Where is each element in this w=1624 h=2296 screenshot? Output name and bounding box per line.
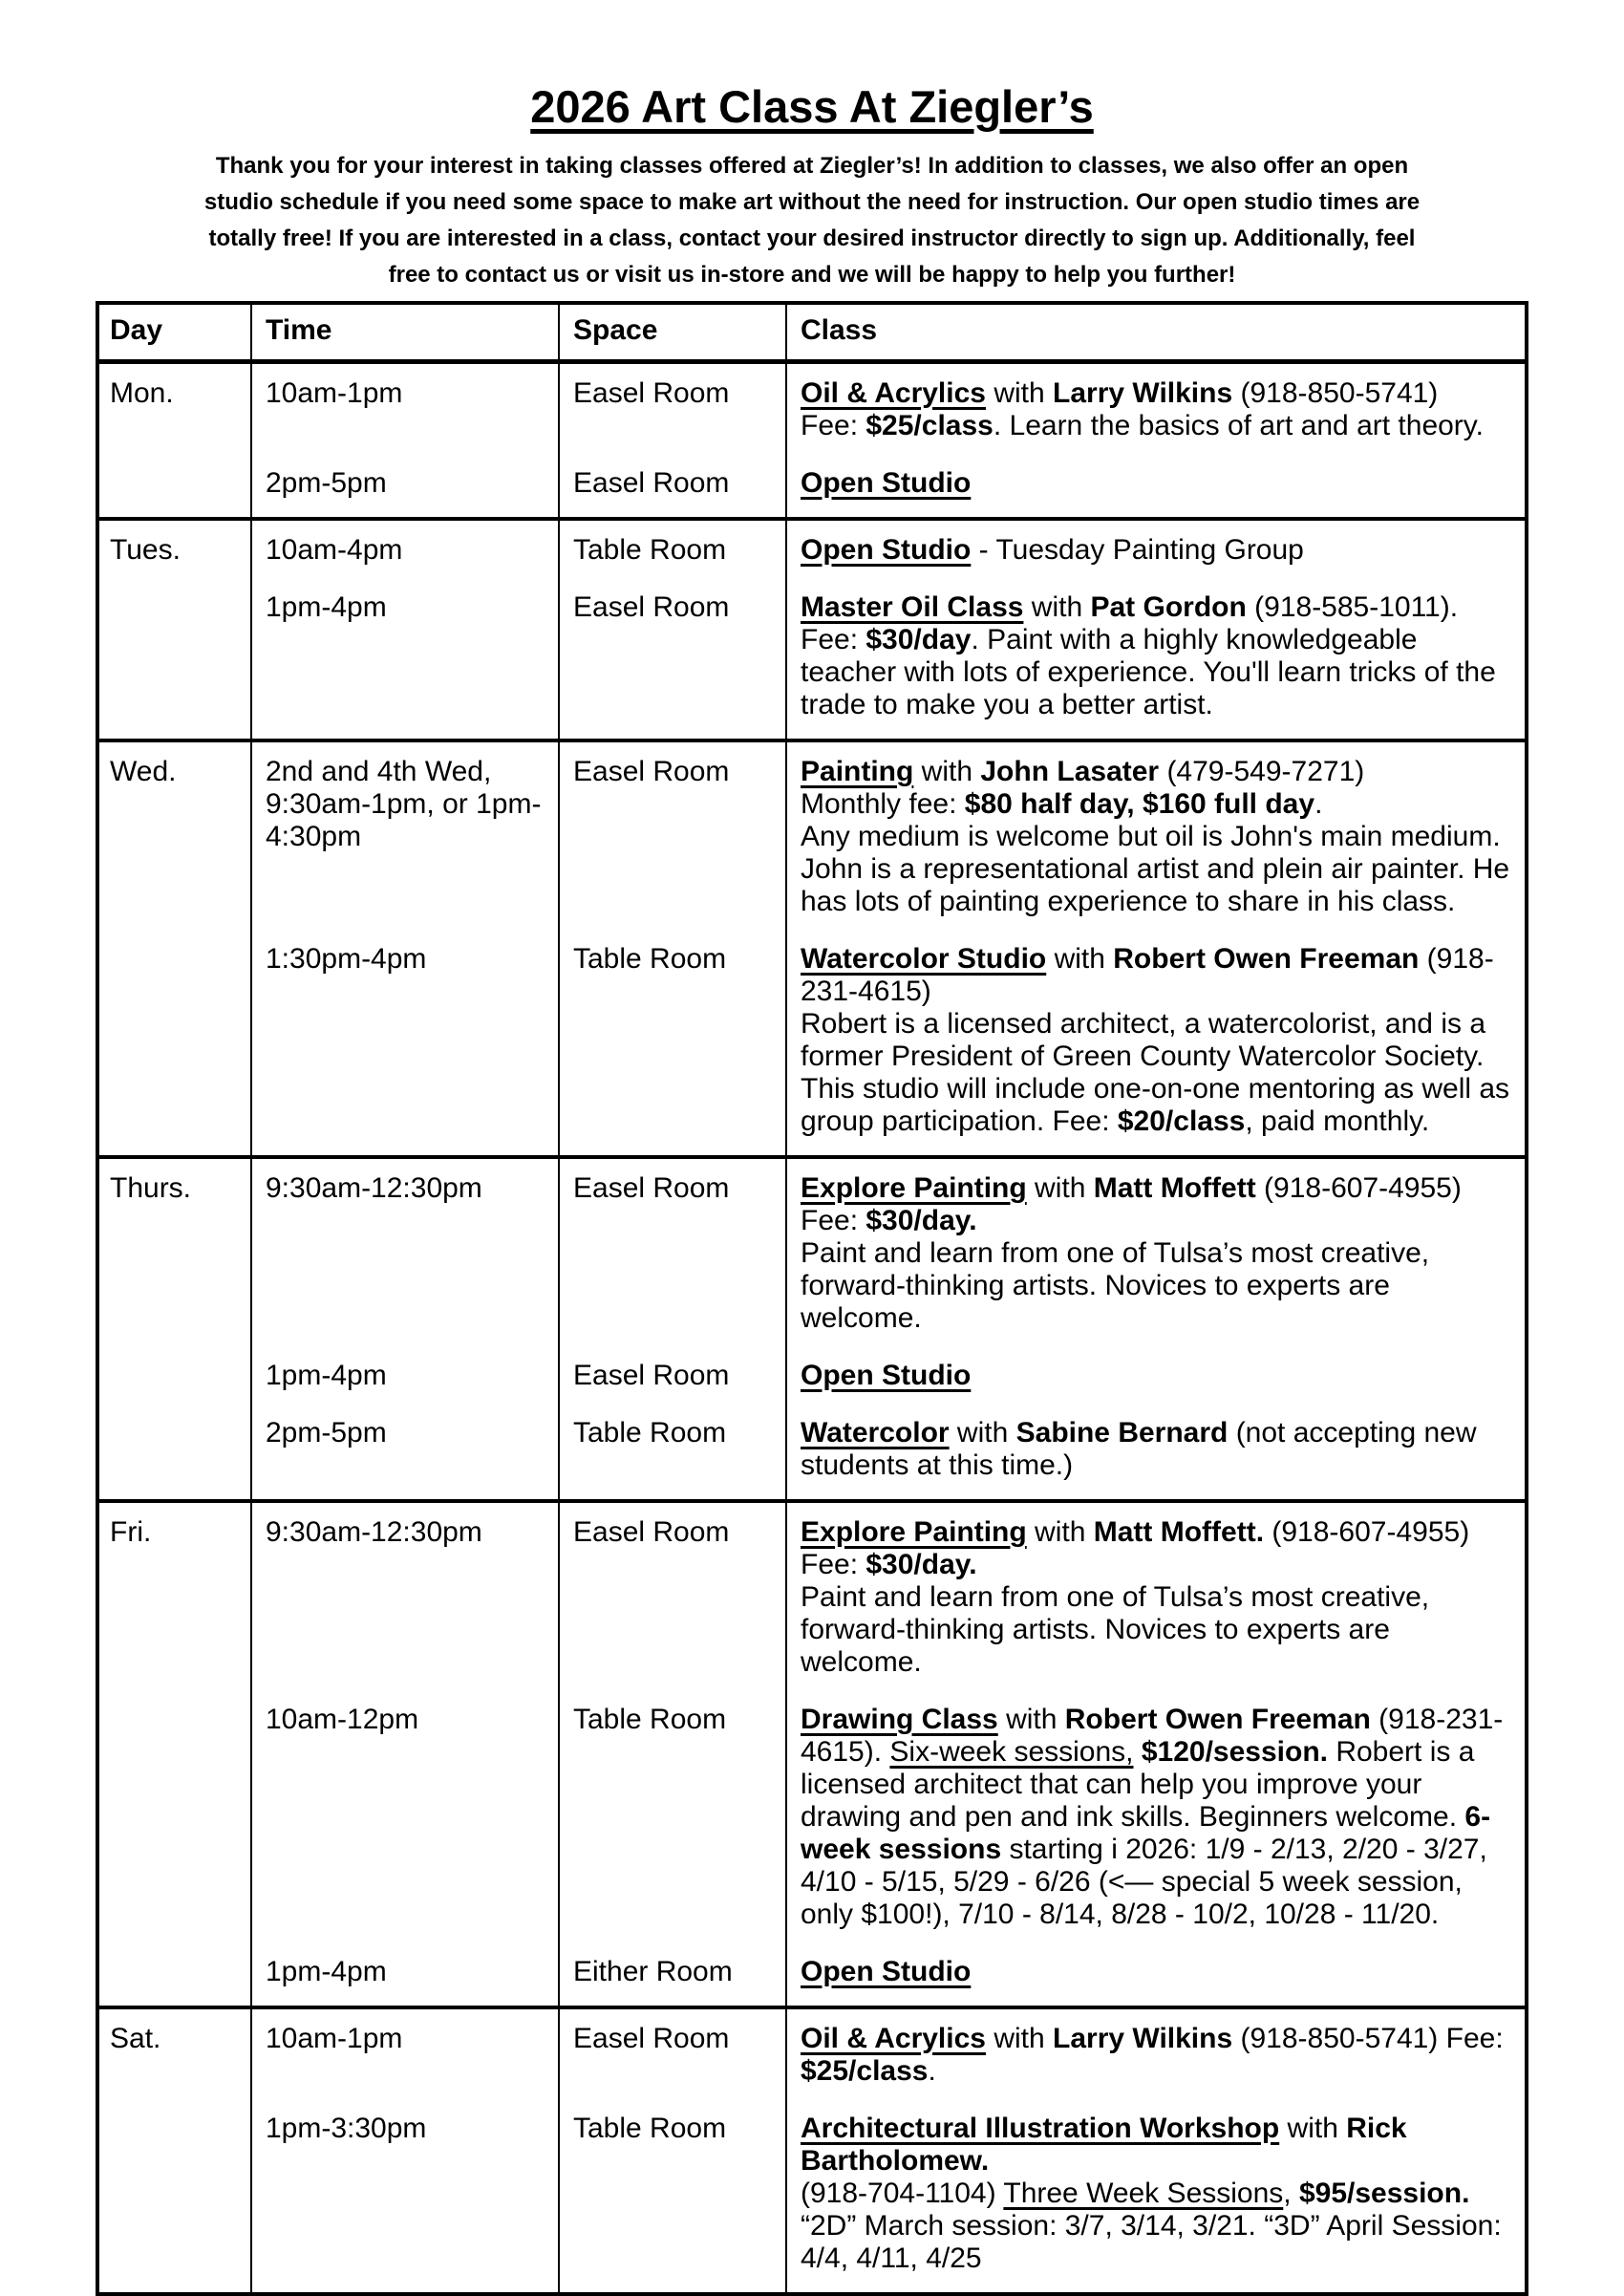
class-description-text: starting i 2026: 1/9 - 2/13, 2/20 - 3/27, 4/10 - 5/15, 5/29 - 6/26 (<— special 5 week session, only $100!), 7/10 - 8/14, 8/28 - 10/2, 10/28 - 11/20. [801,1833,1487,1930]
class-description-text: $80 half day, $160 full day [964,787,1315,820]
class-description-text: Rick Bartholomew. [801,2112,1407,2177]
day-cell: Tues. [97,519,251,740]
class-description-text: $25/class [801,2054,929,2087]
class-description-text: Larry Wilkins [1053,2022,1233,2054]
class-description-text: - Tuesday Painting Group [971,533,1304,566]
space-cell: Easel Room [559,442,786,519]
day-cell: Mon. [97,361,251,519]
table-row [97,1157,1527,1335]
class-name-text: Open Studio [801,533,972,566]
class-name-text: Open Studio [801,1359,972,1391]
column-header-time: Time [251,303,559,362]
class-description-text: 6-week sessions [801,1800,1491,1865]
class-description-text: Robert Owen Freeman [1113,942,1420,975]
class-description-text: (918-850-5741) Fee: [1232,2022,1504,2054]
space-cell: Table Room [559,1392,786,1501]
class-description-text: with [1046,942,1114,975]
table-body [97,361,1527,2294]
class-name-text: Master Oil Class [801,590,1024,623]
table-row [97,2007,1527,2088]
class-name-text: Watercolor [801,1416,950,1448]
day-cell: Thurs. [97,1157,251,1501]
class-description-text: with [997,1703,1065,1735]
class-description-text: . [928,2054,936,2087]
page-title: 2026 Art Class At Ziegler’s [530,81,1094,132]
time-cell: 2nd and 4th Wed, 9:30am-1pm, or 1pm-4:30pm [251,740,559,918]
class-name-text: Open Studio [801,466,972,499]
space-cell: Easel Room [559,740,786,918]
class-name-text: Watercolor Studio [801,942,1047,975]
time-cell: 1pm-4pm [251,567,559,740]
time-cell: 1pm-4pm [251,1931,559,2007]
class-name-text: Architectural Illustration Workshop [801,2112,1280,2144]
class-cell [786,519,1527,567]
class-description-text: $20/class [1117,1105,1246,1137]
space-cell: Easel Room [559,1157,786,1335]
class-description-text: Pat Gordon [1090,590,1247,623]
space-cell: Easel Room [559,1501,786,1679]
space-cell: Easel Room [559,1335,786,1392]
class-description-text: (918-850-5741) [1232,376,1439,409]
class-description-text: with [913,755,981,787]
class-schedule-table [96,301,1528,2296]
class-description-text: (918-231-4615) [801,942,1494,1007]
class-description-text: Paint and learn from one of Tulsa’s most creative, forward-thinking artists. Novices to experts are welcome. [801,1236,1430,1334]
class-cell [786,2088,1527,2294]
time-cell: 2pm-5pm [251,442,559,519]
class-description-text: Matt Moffett. [1093,1515,1265,1548]
time-cell: 9:30am-12:30pm [251,1501,559,1679]
space-cell: Either Room [559,1931,786,2007]
time-cell: 1:30pm-4pm [251,918,559,1157]
space-cell: Table Room [559,918,786,1157]
class-description-text: Robert is a licensed architect that can help you improve your drawing and pen and ink skills. Beginners welcome. [801,1735,1475,1833]
class-description-text: (918-585-1011). [1246,590,1459,623]
class-cell [786,1157,1527,1335]
class-description-text: Matt Moffett [1093,1171,1256,1204]
header-row [97,303,1527,362]
table-row [97,1679,1527,1931]
class-description-text: $25/class [865,409,994,441]
class-description-text: (918-607-4955) Fee: [801,1515,1470,1580]
class-description-text: Fee: [801,623,866,655]
class-description-text: Paint and learn from one of Tulsa’s most creative, forward-thinking artists. Novices to experts are welcome. [801,1580,1430,1678]
class-cell [786,740,1527,918]
time-cell: 10am-1pm [251,2007,559,2088]
table-row [97,519,1527,567]
class-cell [786,361,1527,442]
class-name-text: Explore Painting [801,1515,1027,1548]
class-name-text: Open Studio [801,1955,972,1987]
class-description-text: with [1026,1515,1094,1548]
class-description-text: with [1023,590,1091,623]
class-description-text: Any medium is welcome but oil is John's main medium. John is a representational artist and plein air painter. He has lots of painting experience to share in his class. [801,820,1510,917]
table-row [97,918,1527,1157]
class-description-text: (918-607-4955) Fee: [801,1171,1462,1236]
column-header-day: Day [97,303,251,362]
class-description-text: . Learn the basics of art and art theory. [993,409,1484,441]
class-name-text: Painting [801,755,914,787]
column-header-class: Class [786,303,1527,362]
class-description-text: , paid monthly. [1245,1105,1430,1137]
class-description-text: Monthly fee: [801,787,965,820]
class-description-text: $30/day. [865,1204,977,1236]
day-cell: Fri. [97,1501,251,2007]
table-row [97,1931,1527,2007]
table-row [97,2088,1527,2294]
space-cell: Table Room [559,1679,786,1931]
intro-line: Thank you for your interest in taking classes offered at Ziegler’s! In addition to classes, we also offer an open [215,152,1409,179]
class-description-text: with [1026,1171,1094,1204]
class-name-text: Explore Painting [801,1171,1027,1204]
class-cell [786,1501,1527,1679]
intro-line: totally free! If you are interested in a class, contact your desired instructor directly to sign up. Additionally, feel [208,225,1416,251]
table-row [97,1501,1527,1679]
class-cell [786,1335,1527,1392]
space-cell: Table Room [559,519,786,567]
table-row [97,567,1527,740]
day-cell: Wed. [97,740,251,1157]
space-cell: Easel Room [559,361,786,442]
column-header-space: Space [559,303,786,362]
class-description-text: (918-704-1104) [801,2177,1004,2209]
space-cell: Easel Room [559,567,786,740]
class-description-text: $30/day [865,623,972,655]
space-cell: Table Room [559,2088,786,2294]
class-description-text: (not accepting new students at this time.) [801,1416,1477,1481]
class-cell [786,442,1527,519]
class-description-text: with [949,1416,1016,1448]
class-description-text: Sabine Bernard [1015,1416,1229,1448]
time-cell: 10am-4pm [251,519,559,567]
table-header [97,303,1527,362]
class-description-text: $95/session. [1298,2177,1470,2209]
table-row [97,1335,1527,1392]
time-cell: 10am-12pm [251,1679,559,1931]
table-row [97,361,1527,442]
class-name-text: Drawing Class [801,1703,998,1735]
class-cell [786,1392,1527,1501]
class-description-text: Three Week Sessions [1003,2177,1284,2209]
class-description-text: . Paint with a highly knowledgeable teacher with lots of experience. You'll learn tricks of the trade to make you a better artist. [801,623,1496,720]
class-description-text: with [1279,2112,1347,2144]
class-cell [786,567,1527,740]
class-cell [786,918,1527,1157]
class-name-text: Oil & Acrylics [801,2022,986,2054]
class-description-text: (918-231-4615). [801,1703,1504,1768]
class-name-text: Oil & Acrylics [801,376,986,409]
class-cell [786,2007,1527,2088]
document-page [0,81,1624,2274]
time-cell: 2pm-5pm [251,1392,559,1501]
class-description-text: $30/day. [865,1548,977,1580]
class-description-text: , [1283,2177,1299,2209]
class-cell [786,1679,1527,1931]
class-description-text: Robert is a licensed architect, a watercolorist, and is a former President of Green County Watercolor Society. This studio will include one-on-one mentoring as well as group participation. Fee: [801,1007,1510,1137]
table-row [97,1392,1527,1501]
intro-line: free to contact us or visit us in-store and we will be happy to help you further! [388,261,1236,288]
time-cell: 9:30am-12:30pm [251,1157,559,1335]
space-cell: Easel Room [559,2007,786,2088]
class-description-text: Six-week sessions, [889,1735,1134,1768]
time-cell: 1pm-3:30pm [251,2088,559,2294]
class-description-text: with [985,376,1054,409]
table-row [97,740,1527,918]
intro-paragraph [84,148,1540,293]
class-description-text: “2D” March session: 3/7, 3/14, 3/21. “3D” April Session: 4/4, 4/11, 4/25 [801,2209,1502,2274]
class-description-text: Larry Wilkins [1053,376,1233,409]
class-description-text: John Lasater [980,755,1160,787]
class-description-text: . [1314,787,1323,820]
class-cell [786,1931,1527,2007]
class-description-text: Robert Owen Freeman [1064,1703,1371,1735]
intro-line: studio schedule if you need some space to make art without the need for instruction. Our open studio times are [203,188,1421,215]
class-description-text: with [985,2022,1054,2054]
class-description-text: (479-549-7271) [1159,755,1365,787]
time-cell: 10am-1pm [251,361,559,442]
day-cell: Sat. [97,2007,251,2294]
class-description-text: Fee: [801,409,866,441]
table-row [97,442,1527,519]
time-cell: 1pm-4pm [251,1335,559,1392]
class-description-text [1134,1736,1142,1768]
class-description-text: $120/session. [1141,1735,1328,1768]
